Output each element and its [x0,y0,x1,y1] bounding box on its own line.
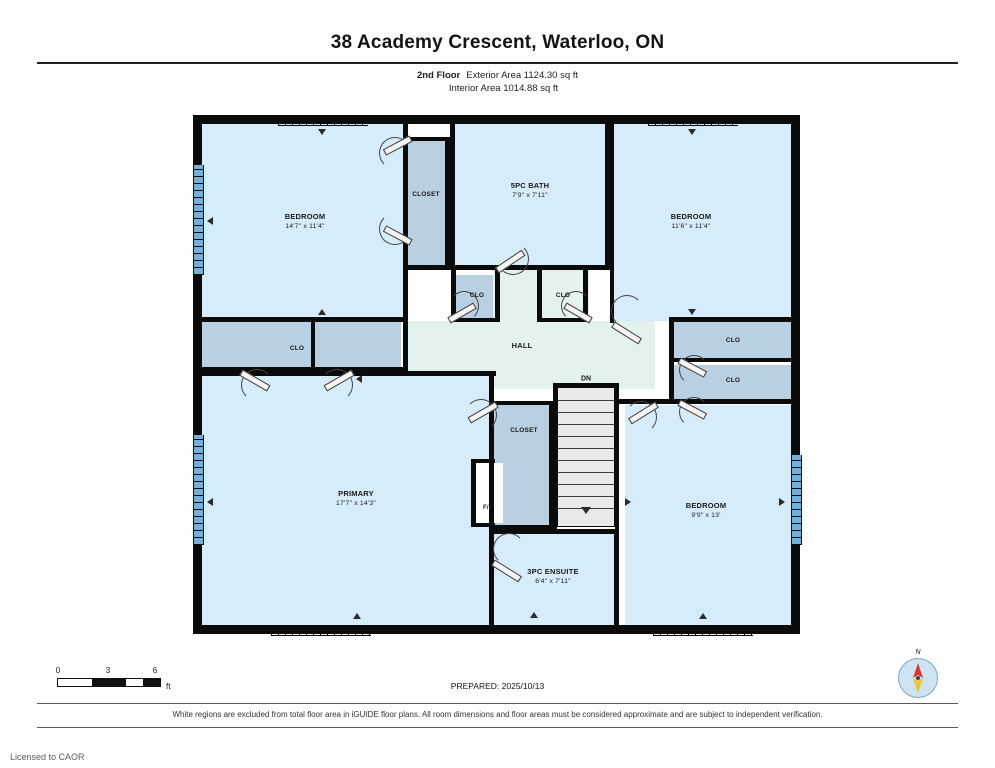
label-closet-mid: CLOSET [510,427,538,434]
window-top-right [648,115,738,126]
window-bottom-left [271,625,371,636]
view-marker-hall-left [318,309,326,315]
view-marker-hall-right [688,309,696,315]
wall-clo-east-top [669,317,792,322]
label-bedroom-ne: BEDROOM 11'6" x 11'4" [670,212,712,230]
door-swing-ensuite [493,533,525,565]
scale-unit: ft [166,682,171,691]
label-fireplace: F/P [483,505,493,511]
wall-hall-left [403,321,408,372]
wall-stairwell-left [553,383,557,531]
wall-stairwell-right [615,383,619,531]
room-fill-closet-nw [407,139,445,267]
label-closet-nw: CLOSET [412,191,440,198]
exterior-area: Exterior Area 1124.30 sq ft [466,70,579,81]
label-clo-center-left: CLO [469,292,485,299]
compass-north-label: N [915,649,921,656]
window-top-left [278,115,368,126]
label-clo-east-2: CLO [725,377,741,384]
label-ensuite: 3PC ENSUITE 6'4" x 7'11" [527,567,579,585]
view-marker-top-left [318,129,326,135]
floor-info [0,69,995,95]
wall-stairwell-top [553,383,619,387]
disclaimer-text: White regions are excluded from total floor area in iGUIDE floor plans. All room dimensions and floor areas must be considered approximate and are subject to independent verification. [172,710,823,719]
label-hall: HALL [511,341,533,350]
wall-clo-center-left-right [495,270,500,322]
view-marker-bottom-right [699,613,707,619]
label-clo-east-1: CLO [725,337,741,344]
scale-tick-0: 0 [55,666,61,675]
label-primary: PRIMARY 17'7" x 14'3" [336,489,376,507]
view-marker-hall-center [356,375,362,383]
licensed-to-text: Licensed to CAOR [10,752,85,762]
window-right-side [791,455,802,545]
view-marker-right-bedroom [779,498,785,506]
wall-closet-mid-top [493,401,553,405]
label-bath-5pc: 5PC BATH 7'9" x 7'11" [510,181,550,199]
compass-rose [898,649,938,698]
footer-divider-bottom [37,727,958,728]
interior-area: Interior Area 1014.88 sq ft [448,83,559,94]
wall-bath-left [450,123,455,269]
scale-tick-6: 6 [152,666,158,675]
view-marker-left-upper [207,217,213,225]
label-bedroom-nw: BEDROOM 14'7" x 11'4" [284,212,326,230]
wall-clo-west-divider [311,322,315,368]
staircase [557,387,615,527]
window-bottom-right [653,625,753,636]
window-left-lower [193,435,204,545]
scale-tick-3: 3 [105,666,111,675]
stairs-label: DN [580,375,592,383]
view-marker-bottom-left [353,613,361,619]
wall-exterior-right [791,115,800,634]
view-marker-se-left [625,498,631,506]
prepared-date: PREPARED: 2025/10/13 [450,681,545,691]
label-clo-west: CLO [289,345,305,352]
view-marker-top-right [688,129,696,135]
wall-fireplace-top [471,459,495,463]
stairs-direction-arrow [581,507,591,514]
floorplan-drawing [193,115,808,633]
page-title: 38 Academy Crescent, Waterloo, ON [330,32,665,53]
footer-divider-top [37,703,958,704]
view-marker-ensuite [530,612,538,618]
window-left-upper [193,165,204,275]
view-marker-left-mid [207,498,213,506]
label-clo-center-right: CLO [555,292,571,299]
wall-fireplace-bottom [471,523,495,527]
label-bedroom-se: BEDROOM 9'9" x 13' [685,501,727,519]
wall-bedroom-ne-left [610,123,614,323]
floor-label: 2nd Floor [416,70,461,81]
wall-clo-center-right-left [537,270,542,322]
title-divider [37,62,958,64]
wall-ensuite-right [614,529,619,629]
wall-fireplace-left [471,459,476,527]
wall-clo-west-top [201,317,407,322]
